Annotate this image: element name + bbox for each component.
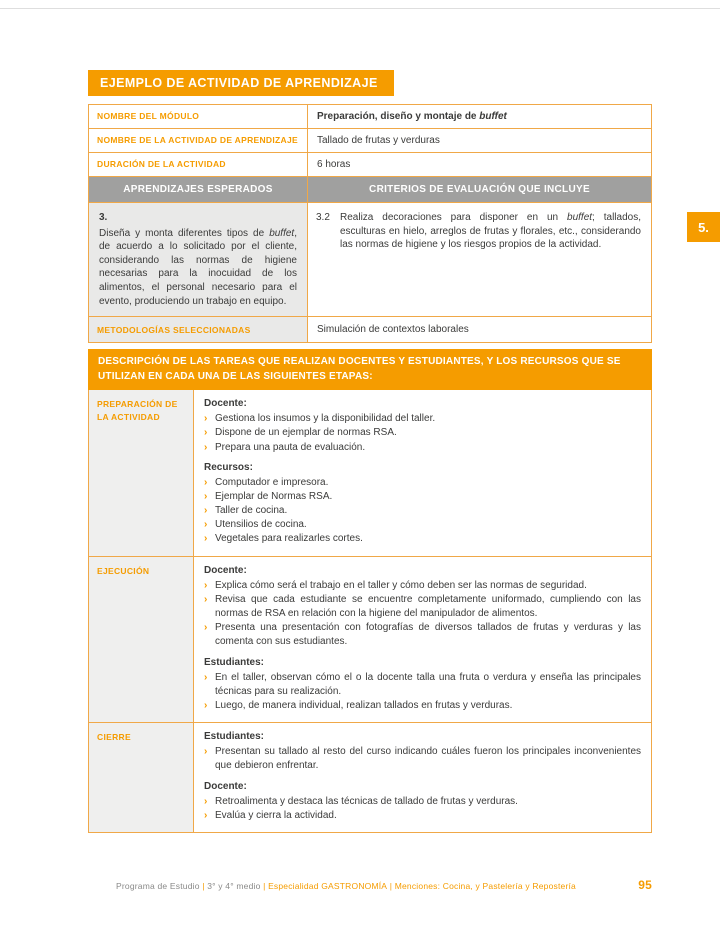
bullet-icon: › (204, 622, 208, 634)
list-item: › Utensilios de cocina. (204, 518, 641, 532)
list-item: › Presenta una presentación con fotografías de diversos tallados de frutas y verduras y las comenta con sus estudiantes. (204, 621, 641, 649)
module-row (89, 105, 651, 128)
evaluation-criteria-text: Realiza decoraciones para disponer en un buffet; tallados, esculturas en hielo, arreglos de frutas y florales, etc., considerando las normas de higiene y los riesgos propios de la actividad. (340, 212, 641, 251)
bullet-icon: › (204, 427, 208, 439)
bullet-icon: › (204, 476, 208, 488)
bullet-icon: › (204, 441, 208, 453)
list-item: › Vegetales para realizarles cortes. (204, 532, 641, 546)
block-heading: Recursos: (204, 461, 253, 473)
bullet-icon: › (204, 519, 208, 531)
learning-criteria-body-row (89, 202, 651, 316)
duration-value: 6 horas (307, 153, 651, 176)
stage-content-cierre (194, 723, 651, 832)
footer-separator: | (260, 881, 269, 891)
footer-grade: 3° y 4° medio (207, 881, 261, 891)
bullet-icon: › (204, 795, 208, 807)
methodologies-row (89, 316, 651, 342)
activity-title-bar (88, 70, 394, 96)
bullet-icon: › (204, 809, 208, 821)
footer-separator: | (199, 881, 208, 891)
bullet-icon: › (204, 671, 208, 683)
list-item: › Computador e impresora. (204, 476, 641, 490)
stage-content-ejecucion (194, 557, 651, 723)
module-value-italic: buffet (479, 111, 507, 122)
block-heading: Docente: (204, 780, 247, 792)
expected-learning-header: APRENDIZAJES ESPERADOS (123, 184, 273, 195)
list-item: › Prepara una pauta de evaluación. (204, 441, 641, 455)
bullet-icon: › (204, 579, 208, 591)
activity-title: EJEMPLO DE ACTIVIDAD DE APRENDIZAJE (100, 76, 378, 90)
stages-table (88, 390, 652, 833)
list-item: › Revisa que cada estudiante se encuentre completamente uniformado, cumpliendo con las normas de RSA en relación con la higiene del manipulador de alimentos. (204, 593, 641, 621)
module-value-text: Preparación, diseño y montaje de (317, 111, 480, 122)
section-tab-label: 5. (698, 219, 709, 235)
section-tab (687, 212, 720, 242)
evaluation-criteria-header: CRITERIOS DE EVALUACIÓN QUE INCLUYE (307, 177, 651, 202)
list-item: › Presentan su tallado al resto del curso indicando cuáles fueron los principales inconvenientes que debieron enfrentar. (204, 745, 641, 773)
evaluation-criteria-cell (307, 203, 651, 316)
activity-name-label: NOMBRE DE LA ACTIVIDAD DE APRENDIZAJE (97, 134, 298, 145)
activity-name-row (89, 128, 651, 152)
module-label: NOMBRE DEL MÓDULO (97, 110, 200, 121)
footer-mentions: Menciones: Cocina, y Pastelería y Repostería (394, 881, 576, 891)
block-heading: Estudiantes: (204, 656, 265, 668)
expected-learning-number: 3. (99, 212, 108, 223)
bullet-icon: › (204, 413, 208, 425)
stage-row-ejecucion (89, 556, 651, 723)
bullet-icon: › (204, 593, 208, 605)
list-item: › Ejemplar de Normas RSA. (204, 490, 641, 504)
block-heading: Docente: (204, 564, 247, 576)
stage-row-cierre (89, 722, 651, 832)
bullet-icon: › (204, 699, 208, 711)
block-heading: Docente: (204, 398, 247, 410)
footer-specialty: Especialidad GASTRONOMÍA (268, 881, 388, 891)
bullet-icon: › (204, 505, 208, 517)
block-heading: Estudiantes: (204, 731, 265, 743)
stage-content-preparacion (194, 390, 651, 556)
footer-separator: | (387, 881, 395, 891)
list-item: › Luego, de manera individual, realizan tallados en frutas y verduras. (204, 699, 641, 713)
page-number: 95 (638, 878, 652, 892)
footer-program: Programa de Estudio (116, 881, 200, 891)
evaluation-criteria-number: 3.2 (316, 212, 330, 223)
stage-label-ejecucion: EJECUCIÓN (89, 557, 194, 723)
stage-label-cierre: CIERRE (89, 723, 194, 832)
list-item: › Evalúa y cierra la actividad. (204, 809, 641, 823)
list-item: › Gestiona los insumos y la disponibilidad del taller. (204, 412, 641, 426)
page-top-edge (0, 8, 720, 9)
list-item: › En el taller, observan cómo el o la docente talla una fruta o verdura y enseña las principales técnicas para su realización. (204, 671, 641, 699)
module-value (307, 105, 651, 128)
list-item: › Retroalimenta y destaca las técnicas de tallado de frutas y verduras. (204, 795, 641, 809)
learning-criteria-header-row (89, 176, 651, 202)
expected-learning-cell (89, 203, 307, 316)
activity-name-value: Tallado de frutas y verduras (307, 129, 651, 152)
list-item: › Taller de cocina. (204, 504, 641, 518)
activity-table (88, 70, 652, 833)
duration-row (89, 152, 651, 176)
expected-learning-text: Diseña y monta diferentes tipos de buffet, de acuerdo a lo solicitado por el cliente, considerando las normas de higiene necesarias para la inocuidad de los alimentos, el personal necesario para el evento, produciendo un trabajo en equipo. (99, 227, 297, 307)
duration-label: DURACIÓN DE LA ACTIVIDAD (97, 158, 226, 169)
methodologies-label: METODOLOGÍAS SELECCIONADAS (89, 317, 307, 342)
bullet-icon: › (204, 490, 208, 502)
bullet-icon: › (204, 533, 208, 545)
stage-label-preparacion: PREPARACIÓN DE LA ACTIVIDAD (89, 390, 194, 556)
list-item: › Dispone de un ejemplar de normas RSA. (204, 426, 641, 440)
activity-info-table (88, 104, 652, 343)
bullet-icon: › (204, 746, 208, 758)
methodologies-value: Simulación de contextos laborales (307, 317, 651, 342)
page-footer (88, 878, 652, 892)
list-item: › Explica cómo será el trabajo en el taller y cómo deben ser las normas de seguridad. (204, 579, 641, 593)
description-banner: DESCRIPCIÓN DE LAS TAREAS QUE REALIZAN DOCENTES Y ESTUDIANTES, Y LOS RECURSOS QUE SE UTILIZAN EN CADA UNA DE LAS SIGUIENTES ETAPAS: (88, 349, 652, 390)
stage-row-preparacion (89, 390, 651, 556)
